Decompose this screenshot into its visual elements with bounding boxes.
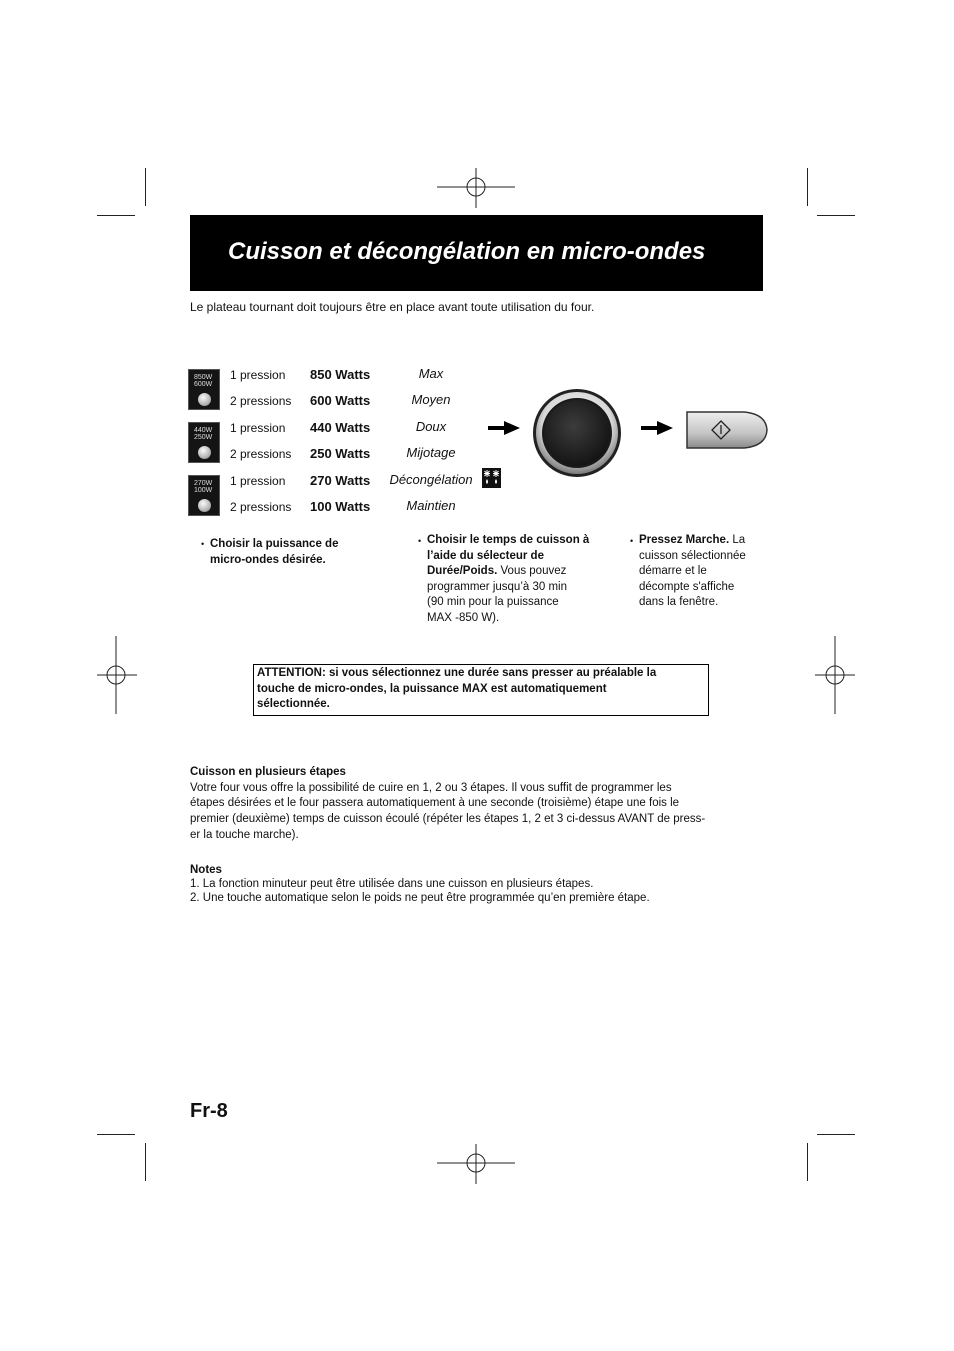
step-3-text [639,533,746,611]
crop-mark [145,1143,146,1181]
bullet: • [630,536,634,546]
power-button-label: 600W [194,381,213,388]
registration-mark-icon [97,636,137,714]
watts-value: 850 Watts [310,367,371,382]
step-3-line: démarre et le [639,565,707,578]
power-level: Moyen [411,392,451,407]
power-button-label: 100W [194,487,213,494]
step-2-line: Choisir le temps de cuisson à [427,534,590,546]
step-2-text [427,533,589,627]
step-3-line: La [729,534,746,546]
page-number: Fr-8 [190,1100,228,1122]
watts-value: 270 Watts [310,473,371,488]
start-button-icon[interactable] [684,410,768,450]
step-1-line: Choisir la puissance de [210,538,339,550]
bullet: • [201,539,205,549]
power-level: Décongélation [389,472,473,487]
step-3-line: Pressez Marche. [639,534,730,546]
press-count: 2 pressions [230,500,292,514]
paragraph-line: er la touche marche). [190,829,299,841]
press-count: 2 pressions [230,447,292,461]
step-1-text [210,537,338,568]
watts-value: 440 Watts [310,420,371,435]
step-2-line: (90 min pour la puissance [427,596,559,609]
crop-mark [817,215,855,216]
press-count: 1 pression [230,474,286,488]
attention-box [253,664,709,716]
notes-title: Notes [190,864,222,876]
snowflake-drops-icon [482,468,501,488]
knob-icon [198,446,211,459]
crop-mark [807,168,808,206]
registration-mark-icon [437,1144,515,1184]
power-button-850-600[interactable] [188,369,220,410]
watts-value: 250 Watts [310,446,371,461]
attention-line: ATTENTION: si vous sélectionnez une durée sans presser au préalable la [257,667,657,679]
note-item: 1. La fonction minuteur peut être utilisée dans une cuisson en plusieurs étapes. [190,878,594,890]
step-2-line: Durée/Poids. [427,565,498,578]
step-3-line: cuisson sélectionnée [639,549,746,562]
press-count: 1 pression [230,368,286,382]
paragraph-line: premier (deuxième) temps de cuisson écoulé (répéter les étapes 1, 2 et 3 ci-dessus AVANT de press- [190,813,706,825]
intro-text: Le plateau tournant doit toujours être en place avant toute utilisation du four. [190,300,595,314]
attention-line: sélectionnée. [257,698,330,710]
crop-mark [97,215,135,216]
note-item: 2. Une touche automatique selon le poids ne peut être programmée qu’en première étape. [190,892,650,904]
power-button-270-100[interactable] [188,475,220,516]
crop-mark [97,1134,135,1135]
section-title: Cuisson en plusieurs étapes [190,766,346,778]
step-3-line: dans la fenêtre. [639,596,719,609]
bullet: • [418,536,422,546]
power-button-440-250[interactable] [188,422,220,463]
paragraph-line: Votre four vous offre la possibilité de cuire en 1, 2 ou 3 étapes. Il vous suffit de programmer les [190,782,672,794]
watts-value: 600 Watts [310,393,371,408]
crop-mark [807,1143,808,1181]
watts-value: 100 Watts [310,499,371,514]
power-button-label: 440W [194,427,213,434]
press-count: 1 pression [230,421,286,435]
arrow-right-icon [488,421,520,435]
power-level: Maintien [406,498,456,513]
power-button-label: 270W [194,480,213,487]
knob-icon [198,393,211,406]
step-2-line: programmer jusqu’à 30 min [427,580,567,593]
registration-mark-icon [815,636,855,714]
power-button-label: 250W [194,434,213,441]
power-level: Doux [415,419,447,434]
power-level: Mijotage [406,445,456,460]
step-2-line: MAX -850 W). [427,611,500,624]
crop-mark [817,1134,855,1135]
step-2-line: l’aide du sélecteur de [427,549,544,562]
attention-line: touche de micro-ondes, la puissance MAX est automatiquement [257,682,607,695]
power-button-label: 850W [194,374,213,381]
arrow-right-icon [641,421,673,435]
page-title: Cuisson et décongélation en micro-ondes [228,238,706,265]
press-count: 2 pressions [230,394,292,408]
step-3-line: décompte s'affiche [639,580,735,593]
power-level: Max [418,366,444,381]
registration-mark-icon [437,168,515,208]
step-1-line: micro-ondes désirée. [210,553,326,566]
crop-mark [145,168,146,206]
time-weight-dial-icon[interactable] [531,387,623,479]
step-2-line: Vous pouvez [497,565,567,578]
knob-icon [198,499,211,512]
paragraph-line: étapes désirées et le four passera automatiquement à une seconde (troisième) étape une fois le [190,797,680,809]
